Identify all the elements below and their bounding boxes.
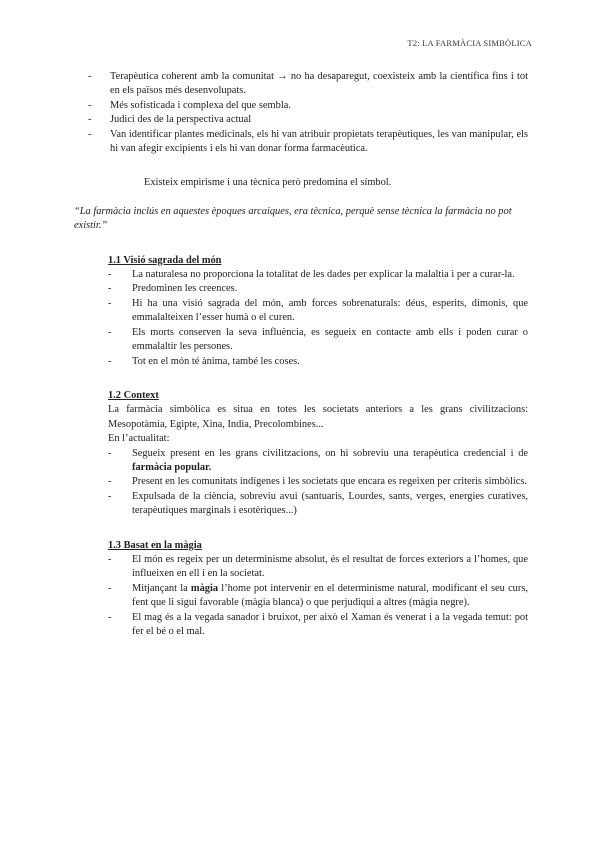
section3-list: [88, 553, 528, 639]
list-item: - Hi ha una visió sagrada del món, amb forces sobrenaturals: déus, esperits, dimonis, que emmalalteixen l’esser humà o el curen.: [108, 297, 528, 326]
list-item: - Els morts conserven la seva influència, es segueix en contacte amb ells i poden curar o emmalaltir les persones.: [108, 326, 528, 355]
list-item: [108, 582, 528, 611]
section1-list: [88, 268, 528, 369]
list-item: - Expulsada de la ciència, sobreviu avui (santuaris, Lourdes, sants, verges, energies curatives, terapèutiques marginals i esotèriques...): [108, 490, 528, 519]
bold-term: farmàcia popular.: [132, 461, 212, 473]
page-header: T2: LA FARMÀCIA SIMBÒLICA: [407, 38, 532, 48]
intro-list: [88, 70, 528, 156]
list-item: - Present en les comunitats indígenes i les societats que encara es regeixen per criteris simbòlics.: [108, 475, 528, 489]
text-run: Segueix present en les grans civilitzacions, on hi sobreviu una terapèutica credencial i de: [132, 447, 528, 459]
list-item: - Predominen les creences.: [108, 282, 528, 296]
section-heading: 1.1 Visió sagrada del món: [108, 254, 222, 266]
list-item: [108, 447, 528, 476]
statement: Existeix empirisme i una tècnica però predomina el símbol.: [144, 177, 392, 189]
section-heading: 1.2 Context: [108, 389, 159, 401]
section2-list: [88, 447, 528, 519]
list-item: - Tot en el món té ànima, també les coses.: [108, 355, 528, 369]
quote: “La farmàcia inclús en aquestes èpoques arcaiques, era tècnica, perquè sense tècnica la farmàcia no pot existir.”: [74, 205, 512, 232]
paragraph: La farmàcia simbòlica es situa en totes les societats anteriors a les grans civilitzacions: Mesopotàmia, Egipte, Xina, India, Precolombines...: [108, 404, 528, 430]
list-item: - Van identificar plantes medicinals, els hi van atribuir propietats terapèutiques, les van manipular, els hi van afegir excipients i els hi van donar forma farmacèutica.: [88, 128, 528, 157]
list-item: - Judici des de la perspectiva actual: [88, 113, 528, 127]
list-item: - Terapèutica coherent amb la comunitat → no ha desaparegut, coexisteix amb la científica fins i tot en els països més desenvolupats.: [88, 70, 528, 99]
list-item: - La naturalesa no proporciona la totalitat de les dades per explicar la malaltia i per a curar-la.: [108, 268, 528, 282]
page-content: [74, 70, 528, 639]
list-item: - El mag és a la vegada sanador i bruixot, per això el Xaman és venerat i a la vegada temut: pot fer el bé o el mal.: [108, 611, 528, 640]
section-heading: 1.3 Basat en la màgia: [108, 539, 202, 551]
text-run: l’home pot intervenir en el determinisme natural, modificant el seu curs, fent que li sigui favorable (màgia blanca) o que perjudiqui a altres (màgia negre).: [132, 582, 528, 609]
bold-term: màgia: [190, 582, 219, 594]
paragraph: En l’actualitat:: [108, 433, 170, 445]
list-item: - Més sofisticada i complexa del que sembla.: [88, 99, 528, 113]
text-run: Mitjançant la: [132, 582, 191, 594]
list-item: - El món es regeix per un determinisme absolut, és el resultat de forces exteriors a l’homes, que influeixen en ell i en la societat.: [108, 553, 528, 582]
